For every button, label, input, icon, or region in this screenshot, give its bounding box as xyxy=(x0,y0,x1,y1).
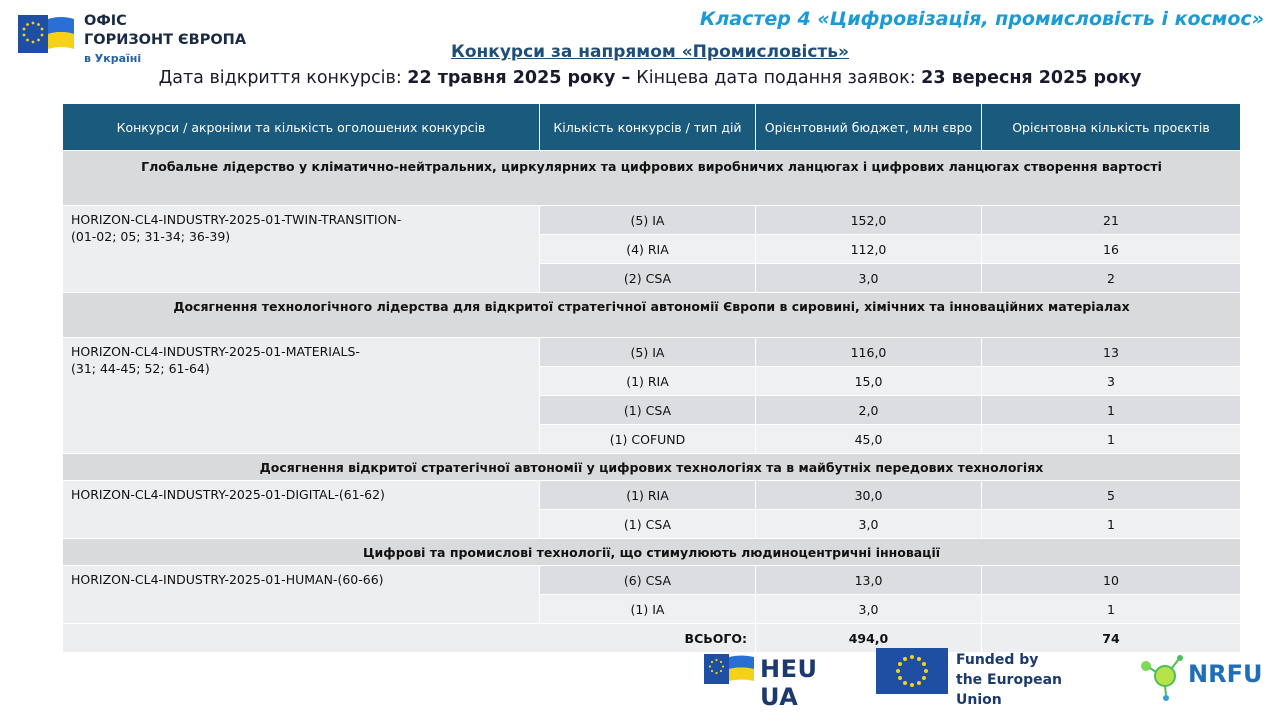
action-type: (1) CSA xyxy=(540,396,756,425)
nrfu-molecule-icon xyxy=(1140,648,1186,704)
call-id-line1: HORIZON-CL4-INDUSTRY-2025-01-DIGITAL-(61-62) xyxy=(71,487,385,502)
action-type: (5) IA xyxy=(540,338,756,367)
projects-cell: 16 xyxy=(982,235,1241,264)
section-title: Цифрові та промислові технології, що стимулюють людиноцентричні інновації xyxy=(63,539,1241,566)
eu-flag-icon xyxy=(876,648,948,694)
column-header-budget: Орієнтовний бюджет, млн євро xyxy=(756,104,982,151)
org-name-line1: ОФІС xyxy=(84,13,127,29)
action-type: (2) CSA xyxy=(540,264,756,293)
budget-cell: 30,0 xyxy=(756,481,982,510)
projects-cell: 1 xyxy=(982,396,1241,425)
nrfu-logo xyxy=(1140,648,1270,706)
table-header-row xyxy=(63,104,1241,151)
column-header-projects: Орієнтовна кількість проєктів xyxy=(982,104,1241,151)
funded-by-line2: the European Union xyxy=(956,672,1063,708)
total-projects: 74 xyxy=(982,624,1241,653)
section-row xyxy=(63,539,1241,566)
projects-cell: 1 xyxy=(982,425,1241,454)
table-row xyxy=(63,566,1241,595)
projects-cell: 10 xyxy=(982,566,1241,595)
funded-by-line1: Funded by xyxy=(956,652,1039,668)
cluster-title: Кластер 4 «Цифровізація, промисловість і космос» xyxy=(699,8,1264,30)
action-type: (1) IA xyxy=(540,595,756,624)
section-row xyxy=(63,151,1241,206)
call-id-line1: HORIZON-CL4-INDUSTRY-2025-01-HUMAN-(60-66) xyxy=(71,572,384,587)
table-row xyxy=(63,481,1241,510)
page-subtitle: Конкурси за напрямом «Промисловість» xyxy=(450,42,850,62)
budget-cell: 3,0 xyxy=(756,264,982,293)
budget-cell: 3,0 xyxy=(756,595,982,624)
action-type: (1) RIA xyxy=(540,367,756,396)
section-title: Глобальне лідерство у кліматично-нейтральних, циркулярних та цифрових виробничих ланцюгах і цифрових ланцюгах створення вартості xyxy=(63,151,1241,206)
projects-cell: 5 xyxy=(982,481,1241,510)
section-row xyxy=(63,293,1241,338)
action-type: (4) RIA xyxy=(540,235,756,264)
action-type: (6) CSA xyxy=(540,566,756,595)
budget-cell: 112,0 xyxy=(756,235,982,264)
budget-cell: 2,0 xyxy=(756,396,982,425)
deadline-date: 23 вересня 2025 року xyxy=(921,68,1142,88)
total-label: ВСЬОГО: xyxy=(63,624,756,653)
budget-cell: 3,0 xyxy=(756,510,982,539)
action-type: (1) RIA xyxy=(540,481,756,510)
section-title: Досягнення відкритої стратегічної автономії у цифрових технологіях та в майбутніх передових технологіях xyxy=(63,454,1241,481)
call-identifier xyxy=(63,481,540,539)
call-id-line2: (31; 44-45; 52; 61-64) xyxy=(71,361,210,376)
call-identifier xyxy=(63,206,540,293)
action-type: (5) IA xyxy=(540,206,756,235)
budget-cell: 13,0 xyxy=(756,566,982,595)
call-identifier xyxy=(63,338,540,454)
dates-line xyxy=(0,68,1280,88)
call-id-line1: HORIZON-CL4-INDUSTRY-2025-01-TWIN-TRANSITION- xyxy=(71,212,402,227)
table-row xyxy=(63,338,1241,367)
nrfu-text: NRFU xyxy=(1188,660,1263,688)
projects-cell: 3 xyxy=(982,367,1241,396)
deadline-label: Кінцева дата подання заявок: xyxy=(636,68,922,88)
heu-ua-logo xyxy=(704,652,864,711)
projects-cell: 13 xyxy=(982,338,1241,367)
total-budget: 494,0 xyxy=(756,624,982,653)
projects-cell: 1 xyxy=(982,510,1241,539)
open-date: 22 травня 2025 року xyxy=(407,68,616,88)
table-row xyxy=(63,206,1241,235)
call-id-line2: (01-02; 05; 31-34; 36-39) xyxy=(71,229,231,244)
projects-cell: 21 xyxy=(982,206,1241,235)
action-type: (1) COFUND xyxy=(540,425,756,454)
call-id-line1: HORIZON-CL4-INDUSTRY-2025-01-MATERIALS- xyxy=(71,344,360,359)
dates-separator: – xyxy=(615,68,637,88)
funded-by-eu-logo xyxy=(876,648,1112,708)
projects-cell: 1 xyxy=(982,595,1241,624)
calls-table xyxy=(62,103,1241,653)
column-header-type: Кількість конкурсів / тип дій xyxy=(540,104,756,151)
footer-logos xyxy=(700,646,1280,710)
section-row xyxy=(63,454,1241,481)
budget-cell: 116,0 xyxy=(756,338,982,367)
budget-cell: 152,0 xyxy=(756,206,982,235)
column-header-calls: Конкурси / акроніми та кількість оголошених конкурсів xyxy=(63,104,540,151)
open-date-label: Дата відкриття конкурсів: xyxy=(158,68,408,88)
eu-ukraine-flag-icon xyxy=(704,654,754,684)
heu-ua-text: HEU UA xyxy=(760,655,818,711)
budget-cell: 15,0 xyxy=(756,367,982,396)
call-identifier xyxy=(63,566,540,624)
budget-cell: 45,0 xyxy=(756,425,982,454)
org-country: в Україні xyxy=(84,52,142,65)
projects-cell: 2 xyxy=(982,264,1241,293)
section-title: Досягнення технологічного лідерства для відкритої стратегічної автономії Європи в сировині, хімічних та інноваційних матеріалах xyxy=(63,293,1241,338)
org-name-line2: ГОРИЗОНТ ЄВРОПА xyxy=(84,32,247,48)
action-type: (1) CSA xyxy=(540,510,756,539)
